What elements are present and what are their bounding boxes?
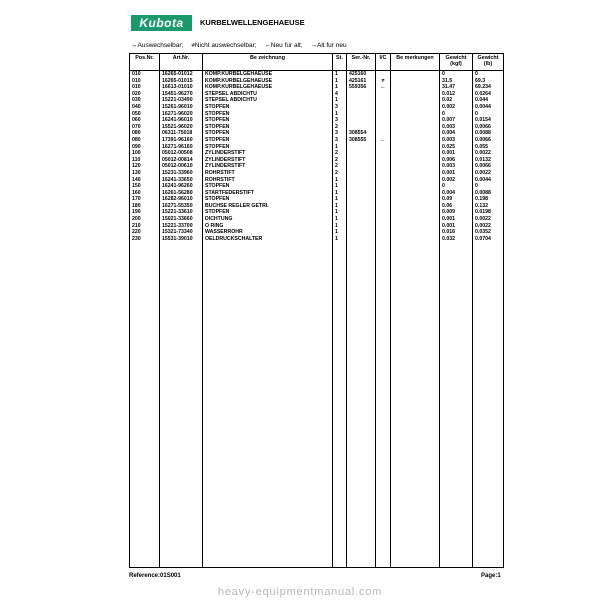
weight-lb-cell: 0.0022 — [473, 223, 504, 230]
remarks-cell — [391, 150, 440, 157]
description-cell: WASSERROHR — [203, 229, 333, 236]
weight-lb-cell: 0 — [473, 183, 504, 190]
ic-cell — [376, 150, 391, 157]
table-row — [130, 78, 504, 85]
weight-kgf-cell: 0.016 — [440, 229, 473, 236]
weight-lb-cell: 0.0132 — [473, 157, 504, 164]
art-cell: 05012-00814 — [160, 157, 203, 164]
art-cell: 06311-75018 — [160, 130, 203, 137]
interchangeability-legend — [131, 42, 353, 49]
serial-cell — [347, 104, 376, 111]
serial-cell — [347, 111, 376, 118]
weight-kgf-cell: 0.025 — [440, 144, 473, 151]
serial-cell: 308554 — [347, 130, 376, 137]
legend-item: ≠Nicht auswechselbar; — [191, 42, 257, 49]
weight-lb-cell: 0.0352 — [473, 229, 504, 236]
table-row — [130, 157, 504, 164]
remarks-cell — [391, 216, 440, 223]
pos-cell: 080 — [130, 130, 160, 137]
art-cell: 15521-96020 — [160, 124, 203, 131]
pos-cell: 130 — [130, 170, 160, 177]
serial-cell — [347, 236, 376, 243]
remarks-cell — [391, 196, 440, 203]
ic-cell — [376, 170, 391, 177]
qty-cell: 1 — [333, 223, 347, 230]
pos-cell: 160 — [130, 190, 160, 197]
ic-cell — [376, 183, 391, 190]
weight-lb-cell: 0.0088 — [473, 130, 504, 137]
legend-item: →Alt fur neu — [310, 42, 347, 49]
ic-cell — [376, 177, 391, 184]
remarks-cell — [391, 124, 440, 131]
table-header-row — [130, 54, 504, 71]
art-cell: 16241-96260 — [160, 183, 203, 190]
qty-cell: 2 — [333, 163, 347, 170]
weight-kgf-cell: 0.001 — [440, 216, 473, 223]
weight-lb-cell: 0.0022 — [473, 216, 504, 223]
pos-cell: 050 — [130, 111, 160, 118]
art-cell: 16282-96010 — [160, 196, 203, 203]
art-cell: 16265-01012 — [160, 71, 203, 78]
pos-cell: 090 — [130, 144, 160, 151]
weight-kgf-cell: 0.001 — [440, 223, 473, 230]
kubota-logo: Kubota — [131, 15, 192, 31]
qty-cell: 1 — [333, 216, 347, 223]
art-cell: 16271-96020 — [160, 111, 203, 118]
description-cell: ZYLINDERSTIFT — [203, 150, 333, 157]
description-cell: STOPFEN — [203, 111, 333, 118]
remarks-cell — [391, 137, 440, 144]
serial-cell — [347, 157, 376, 164]
table-row — [130, 124, 504, 131]
qty-cell: 1 — [333, 236, 347, 243]
column-header-art: Art.Nr. — [160, 54, 203, 71]
pos-cell: 040 — [130, 104, 160, 111]
art-cell: 15221-33700 — [160, 223, 203, 230]
table-row — [130, 104, 504, 111]
pos-cell: 080 — [130, 137, 160, 144]
weight-kgf-cell: 0.06 — [440, 203, 473, 210]
art-cell: 16271-96160 — [160, 144, 203, 151]
ic-cell: ← — [376, 137, 391, 144]
qty-cell: 1 — [333, 71, 347, 78]
table-row — [130, 229, 504, 236]
filler-cell — [473, 242, 504, 567]
description-cell: STEPSEL ABDICHTU — [203, 97, 333, 104]
serial-cell — [347, 216, 376, 223]
ic-cell — [376, 130, 391, 137]
description-cell: KOMP.KURBELGEHAEUSE — [203, 71, 333, 78]
art-cell: 16241-33650 — [160, 177, 203, 184]
pos-cell: 110 — [130, 157, 160, 164]
remarks-cell — [391, 236, 440, 243]
weight-lb-cell: 0.198 — [473, 196, 504, 203]
table-row — [130, 144, 504, 151]
filler-cell — [347, 242, 376, 567]
serial-cell — [347, 97, 376, 104]
qty-cell: 1 — [333, 111, 347, 118]
art-cell: 15451-96270 — [160, 91, 203, 98]
qty-cell: 3 — [333, 130, 347, 137]
ic-cell — [376, 216, 391, 223]
table-filler-row — [130, 242, 504, 567]
qty-cell: 1 — [333, 177, 347, 184]
weight-lb-cell: 0.0198 — [473, 209, 504, 216]
pos-cell: 010 — [130, 84, 160, 91]
table-row — [130, 117, 504, 124]
filler-cell — [160, 242, 203, 567]
serial-cell: 559356 — [347, 84, 376, 91]
parts-table-body — [130, 71, 504, 568]
pos-cell: 150 — [130, 183, 160, 190]
weight-lb-cell: 0.055 — [473, 144, 504, 151]
table-row — [130, 177, 504, 184]
legend-item: ←Neu fur alt; — [264, 42, 303, 49]
weight-lb-cell: 69.234 — [473, 84, 504, 91]
description-cell: STARTFEDERSTIFT — [203, 190, 333, 197]
art-cell: 15321-73340 — [160, 229, 203, 236]
weight-lb-cell: 0.0704 — [473, 236, 504, 243]
column-header-remarks: Be merkungen — [391, 54, 440, 71]
ic-cell — [376, 223, 391, 230]
table-row — [130, 71, 504, 78]
weight-kgf-cell: 0 — [440, 183, 473, 190]
qty-cell: 3 — [333, 104, 347, 111]
description-cell: O RING — [203, 223, 333, 230]
remarks-cell — [391, 157, 440, 164]
table-row — [130, 150, 504, 157]
serial-cell — [347, 144, 376, 151]
weight-kgf-cell: 0.003 — [440, 124, 473, 131]
weight-kgf-cell: 0.032 — [440, 236, 473, 243]
weight-kgf-cell: 0.003 — [440, 137, 473, 144]
remarks-cell — [391, 71, 440, 78]
description-cell: STOPFEN — [203, 209, 333, 216]
reference-number: Reference:01S001 — [129, 573, 181, 579]
serial-cell — [347, 163, 376, 170]
remarks-cell — [391, 91, 440, 98]
remarks-cell — [391, 223, 440, 230]
qty-cell: 1 — [333, 190, 347, 197]
qty-cell: 2 — [333, 157, 347, 164]
weight-kgf-cell: 0.003 — [440, 163, 473, 170]
parts-table — [129, 53, 504, 568]
ic-cell — [376, 209, 391, 216]
description-cell: ROHRSTIFT — [203, 177, 333, 184]
weight-kgf-cell: 0 — [440, 111, 473, 118]
remarks-cell — [391, 203, 440, 210]
remarks-cell — [391, 84, 440, 91]
ic-cell: ← — [376, 84, 391, 91]
qty-cell: 1 — [333, 203, 347, 210]
ic-cell — [376, 91, 391, 98]
description-cell: DICHTUNG — [203, 216, 333, 223]
qty-cell: 3 — [333, 137, 347, 144]
weight-lb-cell: 0 — [473, 111, 504, 118]
description-cell: KOMP.KURBELGEHAEUSE — [203, 84, 333, 91]
art-cell: 15531-39010 — [160, 236, 203, 243]
qty-cell: 4 — [333, 91, 347, 98]
remarks-cell — [391, 209, 440, 216]
weight-kgf-cell: 0.012 — [440, 91, 473, 98]
qty-cell: 1 — [333, 144, 347, 151]
qty-cell: 1 — [333, 229, 347, 236]
pos-cell: 030 — [130, 97, 160, 104]
serial-cell — [347, 196, 376, 203]
art-cell: 05012-00610 — [160, 163, 203, 170]
description-cell: STOPFEN — [203, 183, 333, 190]
ic-cell — [376, 229, 391, 236]
ic-cell — [376, 117, 391, 124]
weight-lb-cell: 0.0044 — [473, 104, 504, 111]
description-cell: STOPFEN — [203, 130, 333, 137]
description-cell: STOPFEN — [203, 124, 333, 131]
description-cell: BUCHSE REGLER GETRI. — [203, 203, 333, 210]
description-cell: OELDRUCKSCHALTER — [203, 236, 333, 243]
description-cell: STOPFEN — [203, 196, 333, 203]
remarks-cell — [391, 130, 440, 137]
weight-lb-cell: 0.0066 — [473, 124, 504, 131]
table-row — [130, 84, 504, 91]
pos-cell: 230 — [130, 236, 160, 243]
column-header-pos: Pos.Nr. — [130, 54, 160, 71]
weight-kgf-cell: 0 — [440, 71, 473, 78]
column-header-qty: St. — [333, 54, 347, 71]
weight-lb-cell: 0.0044 — [473, 177, 504, 184]
weight-lb-cell: 0.0154 — [473, 117, 504, 124]
serial-cell: 308555 — [347, 137, 376, 144]
weight-kgf-cell: 0.007 — [440, 117, 473, 124]
weight-kgf-cell: 0.001 — [440, 150, 473, 157]
pos-cell: 060 — [130, 117, 160, 124]
filler-cell — [440, 242, 473, 567]
weight-lb-cell: 0.044 — [473, 97, 504, 104]
remarks-cell — [391, 78, 440, 85]
remarks-cell — [391, 104, 440, 111]
qty-cell: 1 — [333, 196, 347, 203]
pos-cell: 020 — [130, 91, 160, 98]
ic-cell — [376, 163, 391, 170]
serial-cell — [347, 209, 376, 216]
weight-kgf-cell: 31.5 — [440, 78, 473, 85]
table-row — [130, 190, 504, 197]
art-cell: 16265-01015 — [160, 78, 203, 85]
serial-cell — [347, 223, 376, 230]
description-cell: STOPFEN — [203, 137, 333, 144]
table-row — [130, 130, 504, 137]
ic-cell — [376, 196, 391, 203]
table-row — [130, 183, 504, 190]
qty-cell: 1 — [333, 209, 347, 216]
table-row — [130, 111, 504, 118]
remarks-cell — [391, 177, 440, 184]
ic-cell — [376, 190, 391, 197]
pos-cell: 190 — [130, 209, 160, 216]
weight-kgf-cell: 0.09 — [440, 196, 473, 203]
art-cell: 15221-33610 — [160, 209, 203, 216]
weight-kgf-cell: 0.002 — [440, 104, 473, 111]
description-cell: ZYLINDERSTIFT — [203, 157, 333, 164]
remarks-cell — [391, 183, 440, 190]
remarks-cell — [391, 144, 440, 151]
weight-lb-cell: 0.0066 — [473, 163, 504, 170]
weight-kgf-cell: 0.001 — [440, 170, 473, 177]
pos-cell: 220 — [130, 229, 160, 236]
description-cell: STEPSEL ABDICHTU — [203, 91, 333, 98]
weight-kgf-cell: 0.006 — [440, 157, 473, 164]
serial-cell — [347, 150, 376, 157]
ic-cell — [376, 236, 391, 243]
pos-cell: 200 — [130, 216, 160, 223]
ic-cell: ≠ — [376, 78, 391, 85]
qty-cell: 2 — [333, 124, 347, 131]
weight-lb-cell: 69.3 — [473, 78, 504, 85]
remarks-cell — [391, 111, 440, 118]
weight-kgf-cell: 0.004 — [440, 190, 473, 197]
filler-cell — [376, 242, 391, 567]
remarks-cell — [391, 229, 440, 236]
filler-cell — [203, 242, 333, 567]
qty-cell: 1 — [333, 78, 347, 85]
table-row — [130, 223, 504, 230]
art-cell: 16241-96010 — [160, 117, 203, 124]
serial-cell — [347, 177, 376, 184]
ic-cell — [376, 111, 391, 118]
remarks-cell — [391, 97, 440, 104]
weight-lb-cell: 0.0066 — [473, 137, 504, 144]
serial-cell — [347, 117, 376, 124]
weight-kgf-cell: 0.004 — [440, 130, 473, 137]
weight-kgf-cell: 31.47 — [440, 84, 473, 91]
column-header-description: Be zeichnung — [203, 54, 333, 71]
remarks-cell — [391, 117, 440, 124]
qty-cell: 1 — [333, 97, 347, 104]
page-title: KURBELWELLENGEHAEUSE — [200, 18, 305, 27]
qty-cell: 2 — [333, 170, 347, 177]
serial-cell — [347, 203, 376, 210]
pos-cell: 070 — [130, 124, 160, 131]
art-cell: 15221-03490 — [160, 97, 203, 104]
serial-cell: 425161 — [347, 78, 376, 85]
art-cell: 15261-96010 — [160, 104, 203, 111]
pos-cell: 140 — [130, 177, 160, 184]
qty-cell: 3 — [333, 117, 347, 124]
pos-cell: 210 — [130, 223, 160, 230]
serial-cell — [347, 190, 376, 197]
serial-cell — [347, 183, 376, 190]
description-cell: STOPFEN — [203, 144, 333, 151]
table-row — [130, 137, 504, 144]
qty-cell: 1 — [333, 183, 347, 190]
filler-cell — [130, 242, 160, 567]
art-cell: 15231-33960 — [160, 170, 203, 177]
column-header-ic: I/C — [376, 54, 391, 71]
pos-cell: 180 — [130, 203, 160, 210]
column-header-weight-kgf: Gewicht (kgf) — [440, 54, 473, 71]
art-cell: 16261-56280 — [160, 190, 203, 197]
art-cell: 15021-33660 — [160, 216, 203, 223]
description-cell: STOPFEN — [203, 104, 333, 111]
pos-cell: 010 — [130, 78, 160, 85]
ic-cell — [376, 157, 391, 164]
table-row — [130, 91, 504, 98]
ic-cell — [376, 203, 391, 210]
table-row — [130, 203, 504, 210]
description-cell: STOPFEN — [203, 117, 333, 124]
weight-kgf-cell: 0.02 — [440, 97, 473, 104]
filler-cell — [391, 242, 440, 567]
weight-lb-cell: 0.0264 — [473, 91, 504, 98]
qty-cell: 1 — [333, 84, 347, 91]
pos-cell: 010 — [130, 71, 160, 78]
serial-cell: 425160 — [347, 71, 376, 78]
table-row — [130, 236, 504, 243]
table-row — [130, 216, 504, 223]
ic-cell — [376, 144, 391, 151]
serial-cell — [347, 91, 376, 98]
table-row — [130, 209, 504, 216]
qty-cell: 2 — [333, 150, 347, 157]
remarks-cell — [391, 170, 440, 177]
art-cell: 16271-55350 — [160, 203, 203, 210]
column-header-weight-lb: Gewicht (lb) — [473, 54, 504, 71]
ic-cell — [376, 71, 391, 78]
page-number: Page:1 — [481, 573, 501, 579]
description-cell: ROHRSTIFT — [203, 170, 333, 177]
ic-cell — [376, 104, 391, 111]
weight-lb-cell: 0.0022 — [473, 150, 504, 157]
weight-kgf-cell: 0.002 — [440, 177, 473, 184]
serial-cell — [347, 170, 376, 177]
serial-cell — [347, 229, 376, 236]
art-cell: 17391-96160 — [160, 137, 203, 144]
table-row — [130, 196, 504, 203]
description-cell: ZYLINDERSTIFT — [203, 163, 333, 170]
legend-item: ↔Auswechselbar; — [131, 42, 184, 49]
ic-cell — [376, 124, 391, 131]
column-header-serial: Ser.-Nr. — [347, 54, 376, 71]
description-cell: KOMP.KURBELGEHAEUSE — [203, 78, 333, 85]
pos-cell: 120 — [130, 163, 160, 170]
pos-cell: 170 — [130, 196, 160, 203]
weight-lb-cell: 0.0088 — [473, 190, 504, 197]
filler-cell — [333, 242, 347, 567]
weight-lb-cell: 0.132 — [473, 203, 504, 210]
serial-cell — [347, 124, 376, 131]
art-cell: 05012-00508 — [160, 150, 203, 157]
art-cell: 16613-01010 — [160, 84, 203, 91]
remarks-cell — [391, 190, 440, 197]
watermark: heavy-equipmentmanual.com — [217, 586, 383, 598]
remarks-cell — [391, 163, 440, 170]
pos-cell: 100 — [130, 150, 160, 157]
table-row — [130, 97, 504, 104]
ic-cell — [376, 97, 391, 104]
weight-lb-cell: 0.0022 — [473, 170, 504, 177]
table-row — [130, 170, 504, 177]
table-row — [130, 163, 504, 170]
weight-kgf-cell: 0.009 — [440, 209, 473, 216]
weight-lb-cell: 0 — [473, 71, 504, 78]
